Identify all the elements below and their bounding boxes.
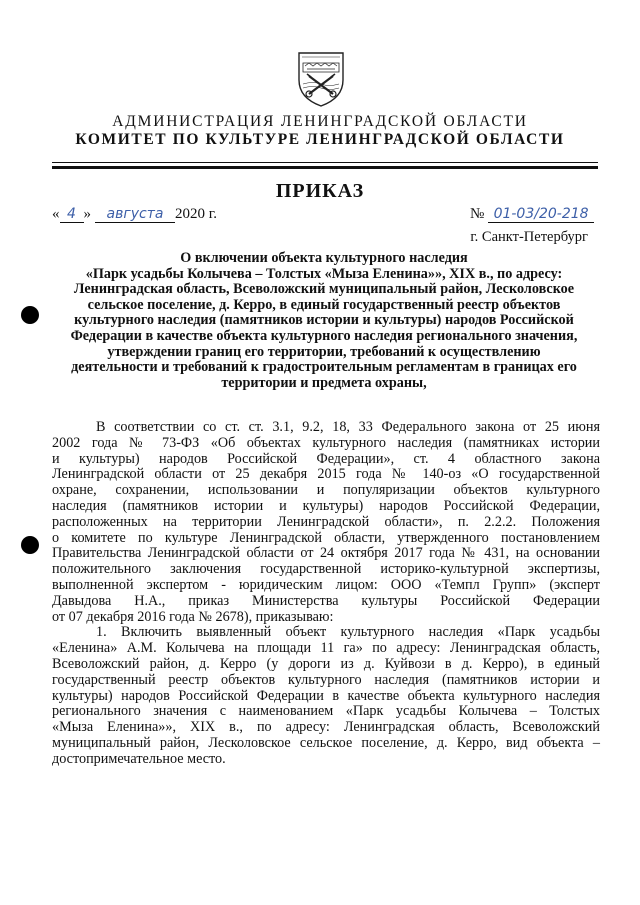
order-date (52, 206, 217, 223)
order-city: г. Санкт-Петербург (470, 229, 588, 245)
document-title: ПРИКАЗ (275, 180, 365, 202)
body-line: В соответствии со ст. ст. 3.1, 9.2, 18, 33 Федерального закона от 25 июня (96, 419, 600, 435)
body-line: культуры) народов Российской Федерации в качестве объекта культурного наследия (52, 687, 600, 704)
header-administration: АДМИНИСТРАЦИЯ ЛЕНИНГРАДСКОЙ ОБЛАСТИ (112, 113, 528, 130)
subject-line: культурного наследия (памятников истории и культуры) народов Российской (74, 312, 574, 329)
date-quote-close: » (83, 206, 91, 222)
body-line: и культуры) народов Российской Федерации», ст. 4 областного закона (52, 450, 600, 467)
subject-line: сельское поселение, д. Керро, в единый государственный реестр объектов (87, 296, 561, 313)
subject-line: О включении объекта культурного наследия (180, 250, 468, 266)
subject-line: утверждении границ его территории, требований к осуществлению (107, 343, 541, 360)
hole-punch-mark (21, 536, 39, 554)
body-line: муниципальный район, Лесколовское сельское поселение, д. Керро, вид объекта – (52, 734, 600, 751)
coat-of-arms-icon (295, 50, 347, 108)
subject-line: «Парк усадьбы Колычева – Толстых «Мыза Еленина»», XIX в., по адресу: (85, 265, 563, 282)
body-line: расположенных на территории Ленинградской области», п. 2.2.2. Положения (52, 513, 600, 530)
order-body (52, 420, 600, 768)
body-line: охране, сохранении, использовании и популяризации объектов культурного (52, 482, 600, 499)
body-line: «Еленина» А.М. Колычева на площади 11 га» по адресу: Ленинградская область, (52, 640, 600, 657)
subject-line: деятельности и требований к градостроительным регламентам в границах его (71, 359, 577, 376)
order-number (470, 206, 594, 223)
date-quote-open: « (52, 206, 60, 222)
body-line: Давыдова Н.А., приказ Министерства культуры Российской Федерации (52, 592, 600, 609)
subject-line: территории и предмета охраны, (221, 374, 427, 391)
subject-line: Федерации в качестве объекта культурного наследия регионального значения, (70, 327, 578, 344)
body-line: о комитете по культуре Ленинградской области, утвержденного постановлением (52, 529, 600, 546)
hole-punch-mark (21, 306, 39, 324)
number-sign: № (470, 206, 485, 222)
body-line: регионального значения с наименованием «Парк усадьбы Колычева – Толстых (52, 703, 600, 720)
subject-line: Ленинградская область, Всеволожский муниципальный район, Лесколовское (73, 281, 575, 298)
body-line: государственный реестр объектов культурного наследия (памятников истории и (52, 671, 600, 688)
body-line: достопримечательное место. (52, 750, 226, 767)
body-line: Ленинградской области от 25 декабря 2015 года № 140-оз «О государственной (52, 466, 600, 483)
divider-thick (52, 166, 598, 169)
body-line: 2002 года № 73-ФЗ «Об объектах культурного наследия (памятниках истории (52, 434, 600, 451)
date-year: 2020 г. (175, 206, 217, 222)
body-line: 1. Включить выявленный объект культурного наследия «Парк усадьбы (96, 624, 600, 641)
body-line: выполненной экспертом - юридическим лицом: ООО «Темпл Групп» (эксперт (52, 576, 600, 593)
order-subject (58, 251, 590, 391)
date-day: 4 (60, 207, 84, 223)
header-committee: КОМИТЕТ ПО КУЛЬТУРЕ ЛЕНИНГРАДСКОЙ ОБЛАСТИ (75, 131, 565, 148)
date-month: августа (95, 207, 175, 223)
body-line: «Мыза Еленина»», XIX в., по адресу: Ленинградская область, Всеволожский (52, 719, 600, 736)
body-line: наследия (памятников истории и культуры) народов Российской Федерации, (52, 497, 600, 514)
body-line: Правительства Ленинградской области от 24 октября 2017 года № 431, на основании (52, 545, 600, 562)
divider-thin (52, 162, 598, 163)
body-line: от 07 декабря 2016 года № 2678), приказываю: (52, 608, 334, 625)
body-line: положительного заключения государственной историко-культурной экспертизы, (52, 561, 600, 578)
order-number-value: 01-03/20-218 (488, 207, 594, 223)
body-line: Всеволожский район, д. Керро (у дороги из д. Куйвози в д. Керро), в единый (52, 655, 600, 672)
